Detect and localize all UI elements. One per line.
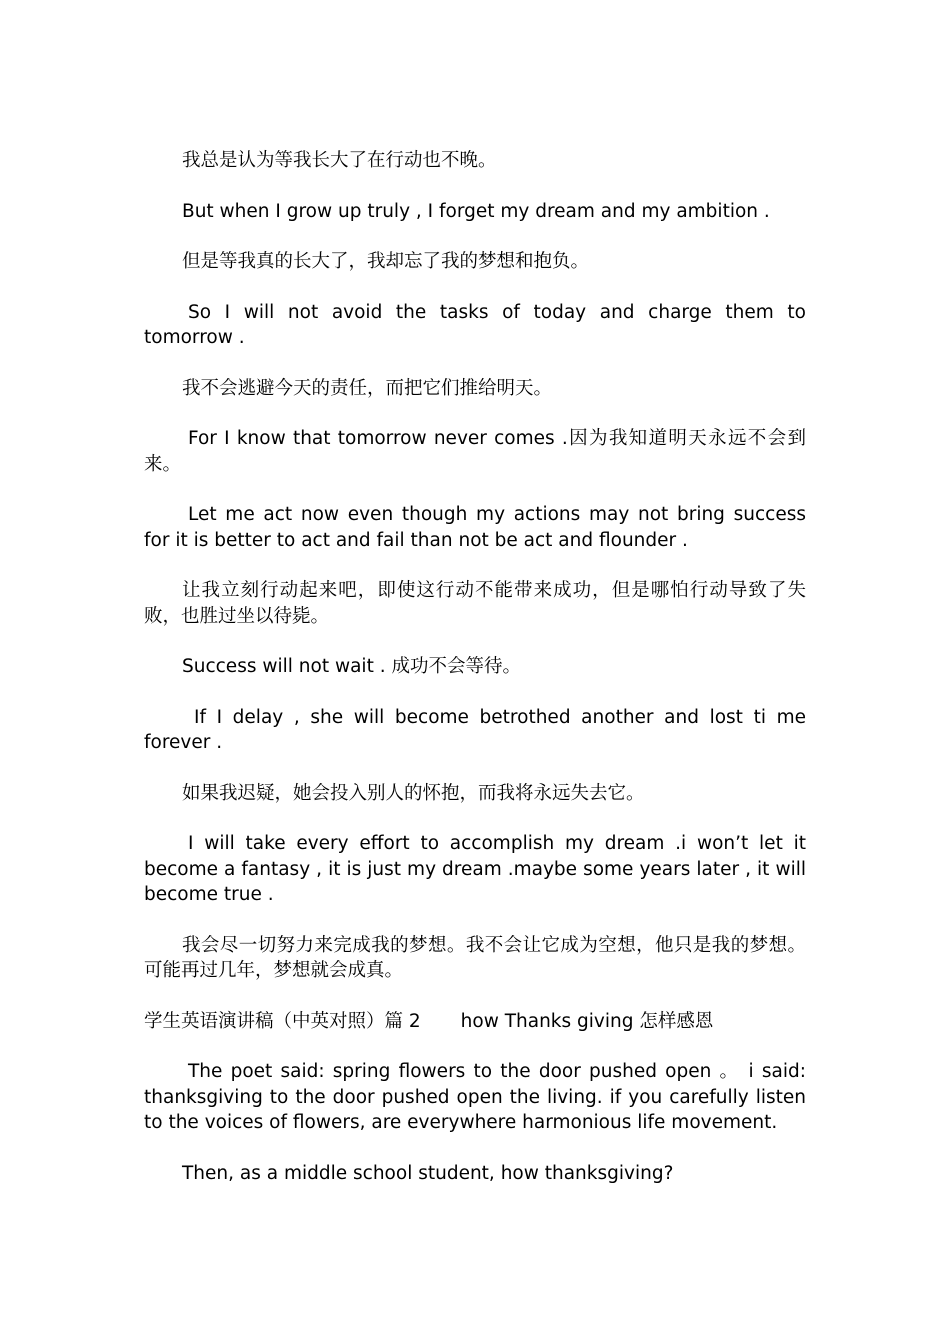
paragraph-13: 我会尽一切努力来完成我的梦想。我不会让它成为空想，他只是我的梦想。可能再过几年，梦想就会成真。 xyxy=(144,934,806,981)
paragraph-15: Then, as a middle school student, how thanksgiving? xyxy=(182,1162,674,1184)
paragraph-11: 如果我迟疑，她会投入别人的怀抱，而我将永远失去它。 xyxy=(182,782,645,804)
paragraph-1: 我总是认为等我长大了在行动也不晚。 xyxy=(182,150,497,171)
paragraph-14: The poet said: spring flowers to the door pushed open 。 i said: thanksgiving to the door pushed open the living. if you carefully listen to the voices of flowers, are everywhere harmonious life movement. xyxy=(144,1061,806,1133)
paragraph-12: I will take every effort to accomplish my dream .i won’t let it become a fantasy , it is just my dream .maybe some years later , it will become true . xyxy=(144,833,806,905)
paragraph-4: So I will not avoid the tasks of today and charge them to tomorrow . xyxy=(144,301,806,348)
section-heading-subtitle: how Thanks giving 怎样感恩 xyxy=(460,1010,714,1032)
section-heading xyxy=(144,1009,806,1035)
paragraph-7: Let me act now even though my actions may not bring success for it is better to act and fail than not be act and flounder . xyxy=(144,504,806,551)
paragraph-6: For I know that tomorrow never comes .因为我知道明天永远不会到来。 xyxy=(144,428,806,475)
paragraph-9: Success will not wait . 成功不会等待。 xyxy=(182,656,521,677)
paragraph-5: 我不会逃避今天的责任，而把它们推给明天。 xyxy=(182,377,553,399)
paragraph-2: But when I grow up truly , I forget my dream and my ambition . xyxy=(182,200,770,222)
document-page xyxy=(144,148,806,1211)
paragraph-10: If I delay , she will become betrothed another and lost ti me forever . xyxy=(144,706,806,753)
section-heading-title: 学生英语演讲稿（中英对照）篇 2 xyxy=(144,1010,421,1032)
paragraph-3: 但是等我真的长大了，我却忘了我的梦想和抱负。 xyxy=(182,251,590,272)
paragraph-8: 让我立刻行动起来吧，即使这行动不能带来成功，但是哪怕行动导致了失败，也胜过坐以待毙。 xyxy=(144,580,806,627)
